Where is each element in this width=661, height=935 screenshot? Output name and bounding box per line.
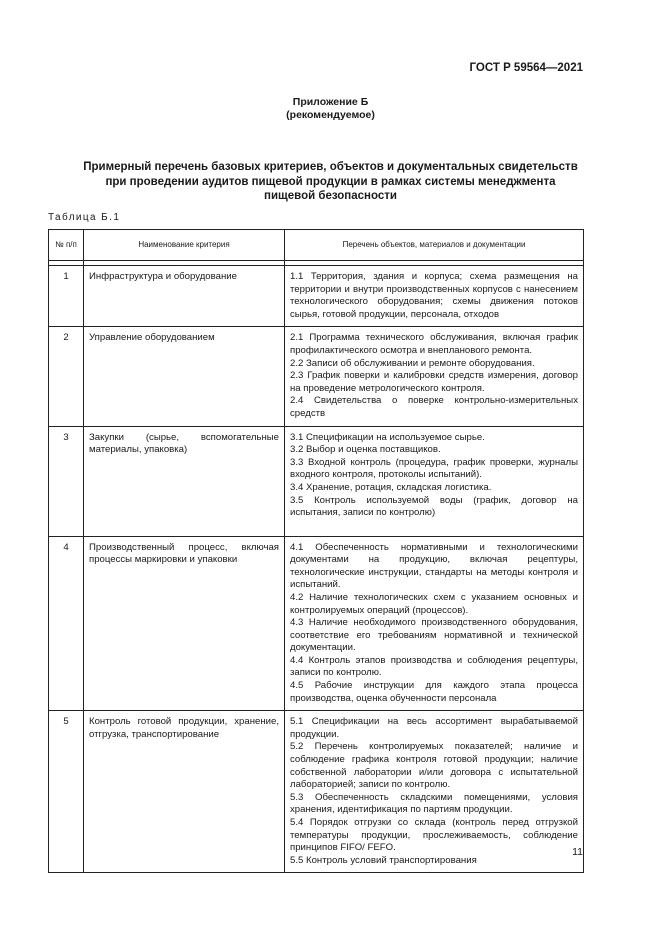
page-number: 11	[572, 846, 583, 858]
doc-item: 3.4 Хранение, ротация, складская логистика.	[290, 481, 492, 493]
row-docs	[285, 536, 584, 711]
doc-item: 2.4 Свидетельства о поверке контрольно-измерительных средств	[290, 395, 578, 419]
row-criterion: Производственный процесс, включая процессы маркировки и упаковки	[84, 536, 285, 711]
doc-item: 4.4 Контроль этапов производства и соблюдения рецептуры, записи по контролю.	[290, 654, 578, 679]
row-criterion: Закупки (сырье, вспомогательные материалы, упаковка)	[84, 426, 285, 536]
row-docs	[285, 426, 584, 536]
doc-item: 3.2 Выбор и оценка поставщиков.	[290, 444, 441, 456]
doc-item: 4.5 Рабочие инструкции для каждого этапа процесса производства, оценка обученности персонала	[290, 680, 578, 704]
row-num: 4	[49, 536, 84, 711]
table-row	[49, 711, 584, 873]
criteria-table	[48, 229, 584, 873]
header-criterion: Наименование критерия	[84, 230, 285, 261]
standard-number: ГОСТ Р 59564—2021	[469, 62, 583, 74]
row-criterion: Инфраструктура и оборудование	[84, 266, 285, 327]
title-line: пищевой безопасности	[264, 190, 397, 202]
row-criterion: Управление оборудованием	[84, 327, 285, 426]
row-num: 3	[49, 426, 84, 536]
row-criterion: Контроль готовой продукции, хранение, отгрузка, транспортирование	[84, 711, 285, 873]
doc-item: 4.2 Наличие технологических схем с указанием основных и контролируемых операций (процессов).	[290, 591, 578, 616]
doc-item: 2.2 Записи об обслуживании и ремонте оборудования.	[290, 357, 535, 369]
table-header-row	[49, 230, 584, 261]
doc-item: 4.1 Обеспеченность нормативными и технологическими документами на продукцию, включая рецептуры, технологические инструкции, стандарты на методы контроля и испытаний.	[290, 541, 578, 591]
doc-item: 2.3 График поверки и калибровки средств измерения, договор на проведение метрологического контроля.	[290, 370, 578, 394]
appendix-heading	[0, 96, 661, 122]
row-docs	[285, 266, 584, 327]
row-num: 1	[49, 266, 84, 327]
header-docs: Перечень объектов, материалов и документации	[285, 230, 584, 261]
doc-item: 3.5 Контроль используемой воды (график, договор на испытания, записи по контролю)	[290, 494, 578, 519]
row-docs	[285, 327, 584, 426]
row-num: 5	[49, 711, 84, 873]
doc-item: 5.4 Порядок отгрузки со склада (контроль перед отгрузкой температуры продукции, прослеживаемость, соблюдение принципов FIFO/ FEFO.	[290, 817, 578, 854]
doc-item: 5.5 Контроль условий транспортирования	[290, 854, 477, 866]
table-row	[49, 327, 584, 426]
document-title	[60, 160, 601, 204]
doc-item: 1.1 Территория, здания и корпуса; схема размещения на территории и внутри производственных корпусов с нанесением технологического оборудования; схемы движения потоков сырья, готовой продукции, персонала, отходов	[290, 271, 578, 320]
title-line: Примерный перечень базовых критериев, объектов и документальных свидетельств	[83, 161, 578, 173]
table-row	[49, 426, 584, 536]
doc-item: 3.3 Входной контроль (процедура, график проверки, журналы входного контроля, протоколы испытаний).	[290, 456, 578, 481]
row-docs	[285, 711, 584, 873]
header-num: № п/п	[49, 230, 84, 261]
table-caption: Таблица Б.1	[48, 212, 121, 223]
title-line: при проведении аудитов пищевой продукции в рамках системы менеджмента	[105, 175, 556, 188]
row-num: 2	[49, 327, 84, 426]
appendix-subtitle: (рекомендуемое)	[286, 109, 375, 121]
doc-item: 5.3 Обеспеченность складскими помещениями, условия хранения, идентификация по партиям продукции.	[290, 791, 578, 816]
doc-item: 5.2 Перечень контролируемых показателей; наличие и соблюдение графика контроля готовой продукции; наличие собственной лаборатории и/или договора с испытательной лабораторией; записи по контролю.	[290, 741, 578, 791]
doc-item: 2.1 Программа технического обслуживания, включая график профилактического осмотра и внепланового ремонта.	[290, 332, 578, 356]
table-row	[49, 266, 584, 327]
table-row	[49, 536, 584, 711]
appendix-title: Приложение Б	[292, 96, 369, 108]
doc-item: 5.1 Спецификации на весь ассортимент вырабатываемой продукции.	[290, 716, 578, 740]
doc-item: 3.1 Спецификации на используемое сырье.	[290, 431, 485, 443]
doc-item: 4.3 Наличие необходимого производственного оборудования, соответствие его требованиям нормативной и технической документации.	[290, 617, 578, 654]
